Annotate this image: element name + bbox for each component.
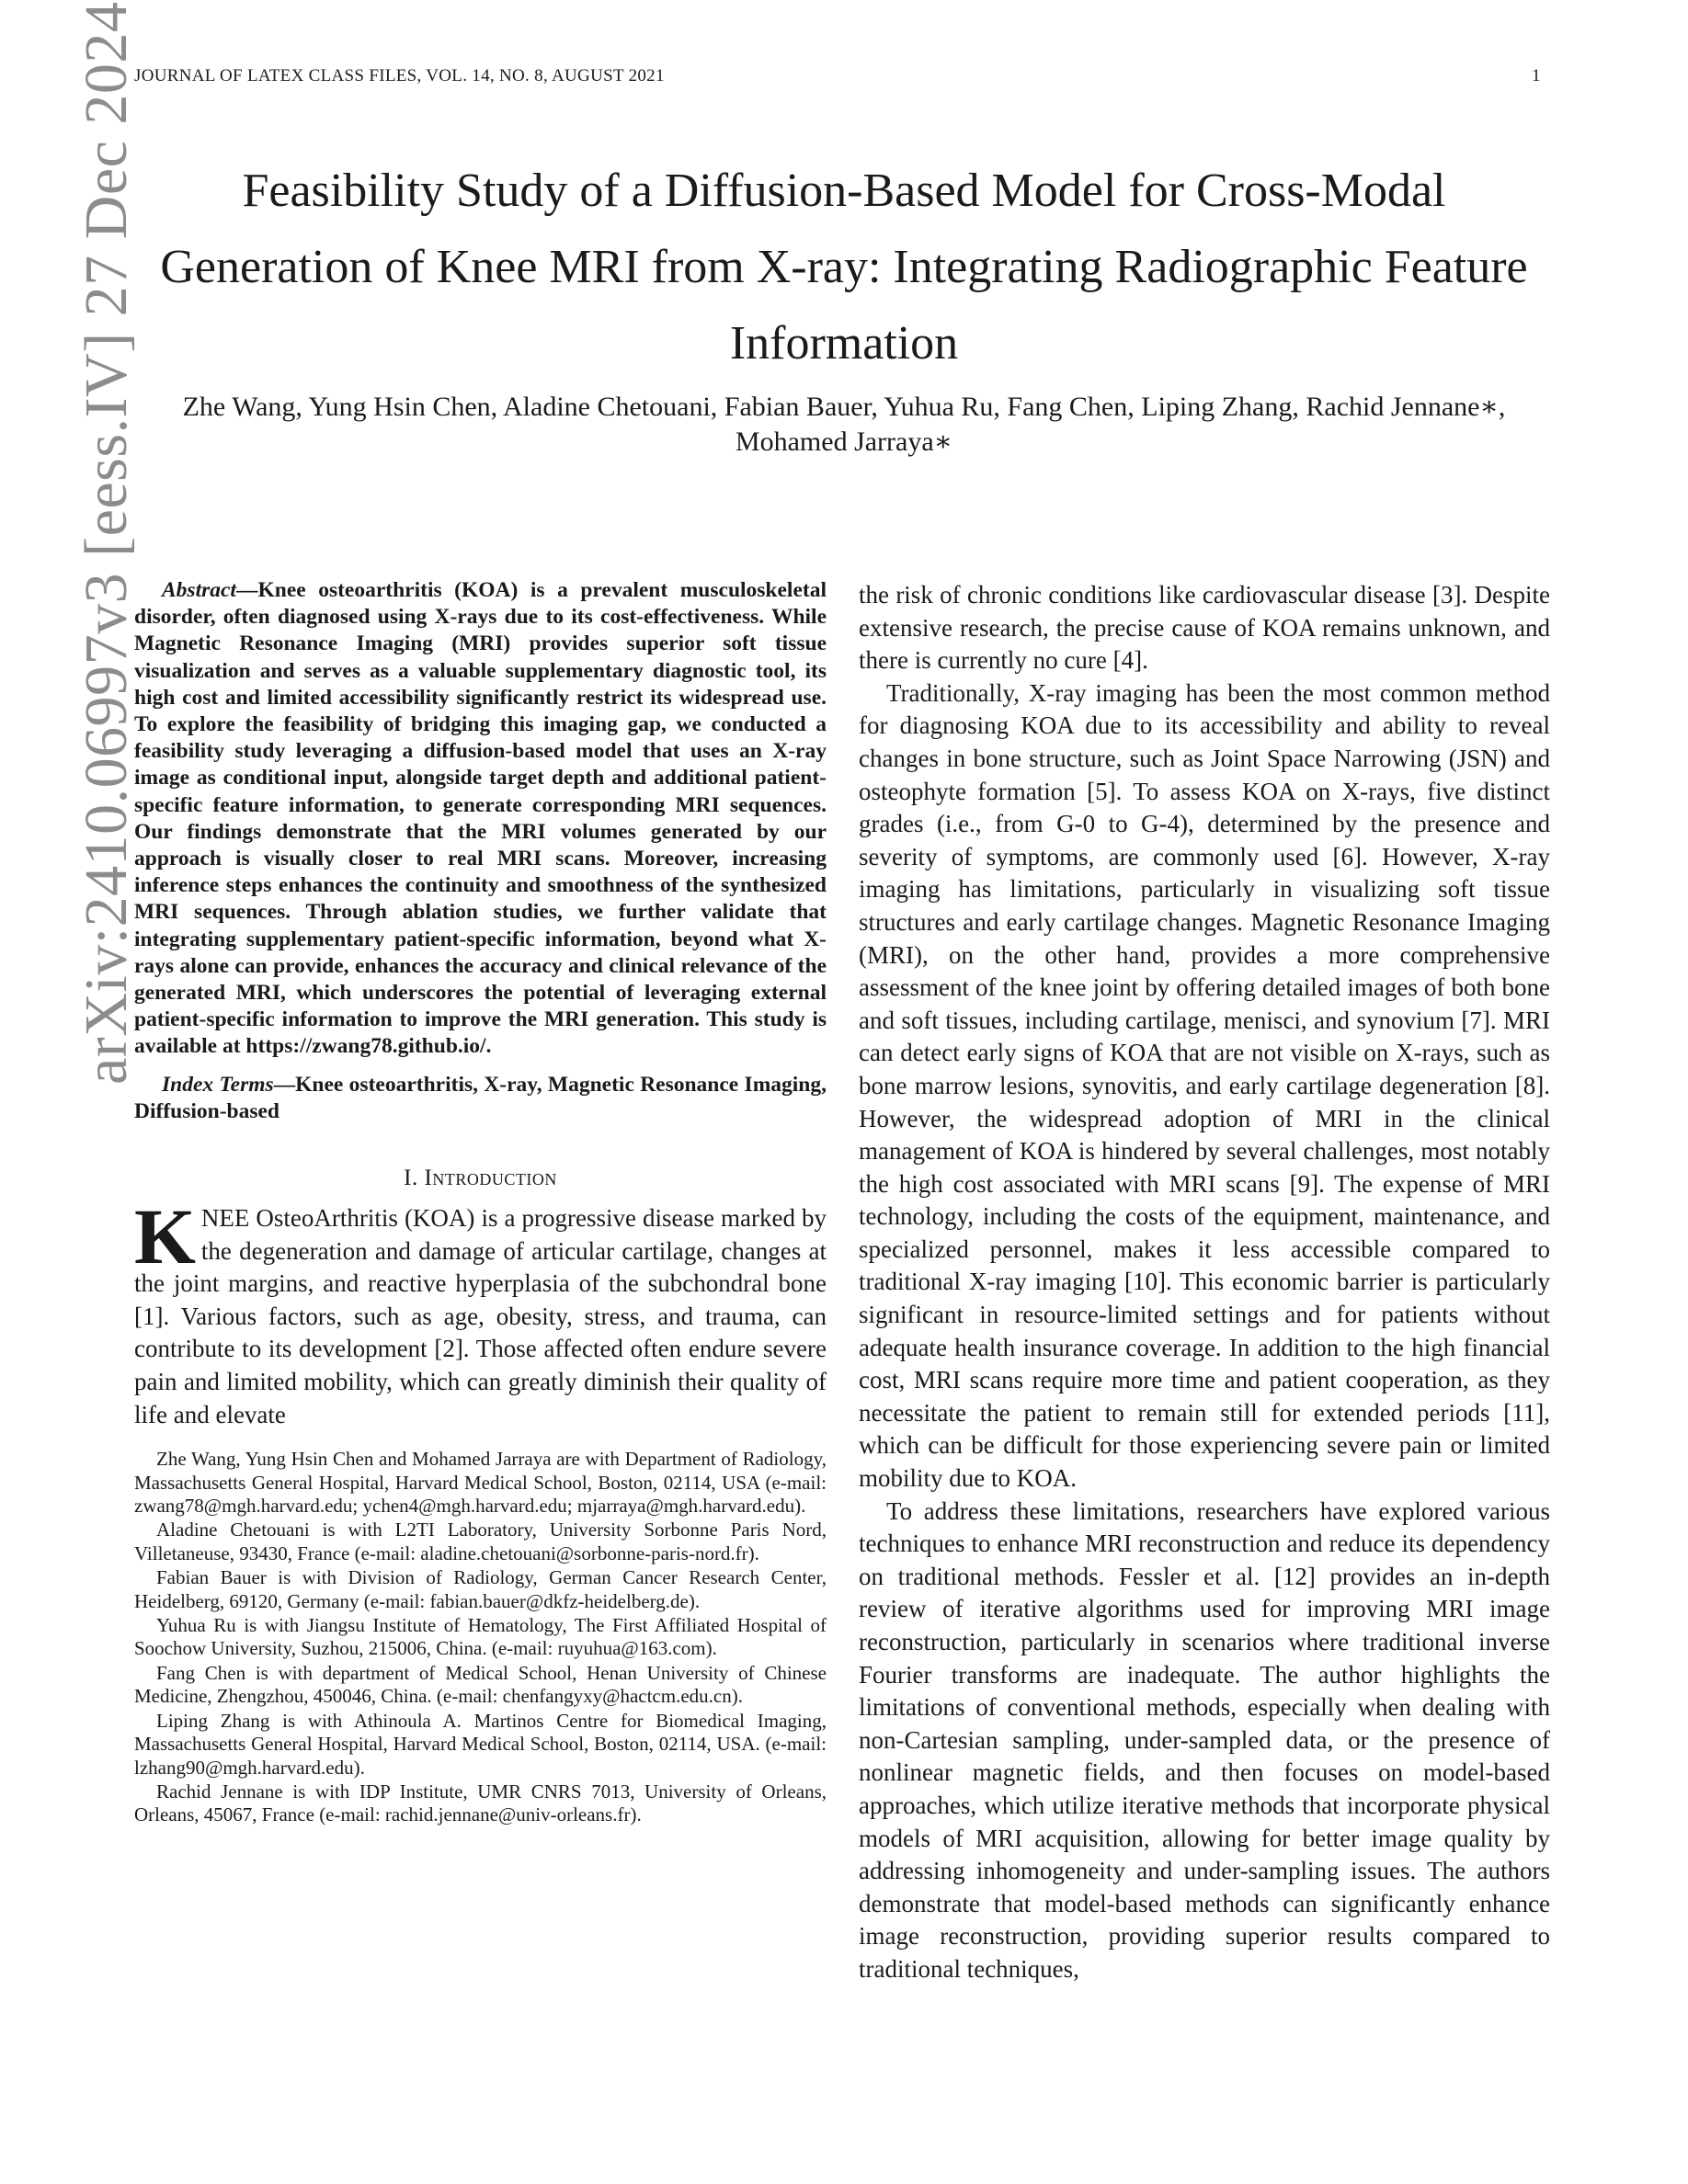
body-paragraph: Traditionally, X-ray imaging has been the most common method for diagnosing KOA due to its accessibility and ability to reveal changes in bone structure, such as Joint Space Narrowing (JSN) and osteophyte formation [5]. To assess KOA on X-rays, five distinct grades (i.e., from G-0 to G-4), determined by the presence and severity of symptoms, are commonly used [6]. However, X-ray imaging has limitations, particularly in visualizing soft tissue structures and early cartilage changes. Magnetic Resonance Imaging (MRI), on the other hand, provides a more comprehensive assessment of the knee joint by offering detailed images of both bone and soft tissues, including cartilage, menisci, and synovium [7]. MRI can detect early signs of KOA that are not visible on X-rays, such as bone marrow lesions, synovitis, and early cartilage degeneration [8]. However, the widespread adoption of MRI in the clinical management of KOA is hindered by several challenges, most notably the high cost associated with MRI scans [9]. The expense of MRI technology, including the costs of the equipment, maintenance, and specialized personnel, makes it less accessible compared to traditional X-ray imaging [10]. This economic barrier is particularly significant in resource-limited settings and for patients without adequate health insurance coverage. In addition to the high financial cost, MRI scans require more time and patient cooperation, as they necessitate the patient to remain still for extended periods [11], which can be difficult for those experiencing severe pain or limited mobility due to KOA. bbox=[859, 678, 1550, 1493]
abstract-text: —Knee osteoarthritis (KOA) is a prevalent musculoskeletal disorder, often diagnosed using X-rays due to its cost-effectiveness. While Magnetic Resonance Imaging (MRI) provides superior soft tissue visualization and serves as a valuable supplementary diagnostic tool, its high cost and limited accessibility significantly restrict its widespread use. To explore the feasibility of bridging this imaging gap, we conducted a feasibility study leveraging a diffusion-based model that uses an X-ray image as conditional input, alongside target depth and additional patient-specific feature information, to generate corresponding MRI sequences. Our findings demonstrate that the MRI volumes generated by our approach is visually closer to real MRI scans. Moreover, increasing inference steps enhances the continuity and smoothness of the synthesized MRI sequences. Through ablation studies, we further validate that integrating supplementary patient-specific information, beyond what X-rays alone can provide, enhances the accuracy and clinical relevance of the generated MRI, which underscores the potential of leveraging external patient-specific information to improve the MRI generation. This study is available at https://zwang78.github.io/. bbox=[134, 578, 827, 1059]
affiliation-footnotes bbox=[134, 1448, 827, 1827]
running-head: JOURNAL OF LATEX CLASS FILES, VOL. 14, NO. 8, AUGUST 2021 bbox=[134, 66, 665, 85]
footnote: Liping Zhang is with Athinoula A. Martinos Centre for Biomedical Imaging, Massachusetts General Hospital, Harvard Medical School, Boston, 02114, USA. (e-mail: lzhang90@mgh.harvard.edu). bbox=[134, 1709, 827, 1779]
page-number: 1 bbox=[1532, 66, 1541, 85]
author-list: Zhe Wang, Yung Hsin Chen, Aladine Chetouani, Fabian Bauer, Yuhua Ru, Fang Chen, Liping Zhang, Rachid Jennane∗, Mohamed Jarraya∗ bbox=[182, 392, 1506, 457]
body-paragraph: the risk of chronic conditions like cardiovascular disease [3]. Despite extensive research, the precise cause of KOA remains unknown, and there is currently no cure [4]. bbox=[859, 581, 1550, 675]
paper-title: Feasibility Study of a Diffusion-Based Model for Cross-Modal Generation of Knee MRI from X-ray: Integrating Radiographic Feature Information bbox=[160, 165, 1528, 370]
abstract bbox=[134, 577, 827, 1061]
index-terms bbox=[134, 1072, 827, 1125]
footnote: Zhe Wang, Yung Hsin Chen and Mohamed Jarraya are with Department of Radiology, Massachusetts General Hospital, Harvard Medical School, Boston, 02114, USA (e-mail: zwang78@mgh.harvard.edu; ychen4@mgh.harvard.edu; mjarraya@mgh.harvard.edu). bbox=[134, 1448, 827, 1518]
index-terms-label: Index Terms bbox=[162, 1072, 274, 1097]
footnote: Yuhua Ru is with Jiangsu Institute of Hematology, The First Affiliated Hospital of Soochow University, Suzhou, 215006, China. (e-mail: ruyuhua@163.com). bbox=[134, 1614, 827, 1660]
index-terms-text: —Knee osteoarthritis, X-ray, Magnetic Resonance Imaging, Diffusion-based bbox=[134, 1072, 827, 1123]
introduction-paragraph bbox=[134, 1192, 827, 1431]
footnote: Aladine Chetouani is with L2TI Laboratory, University Sorbonne Paris Nord, Villetaneuse, 93430, France (e-mail: aladine.chetouani@sorbonne-paris-nord.fr). bbox=[134, 1519, 827, 1564]
arxiv-identifier: arXiv:2410.06997v3 [eess.IV] 27 Dec 2024 bbox=[73, 1, 140, 1085]
footnote: Rachid Jennane is with IDP Institute, UMR CNRS 7013, University of Orleans, Orleans, 45067, France (e-mail: rachid.jennane@univ-orleans.fr). bbox=[134, 1780, 827, 1826]
left-column bbox=[134, 577, 827, 1828]
drop-cap: K bbox=[134, 1192, 196, 1281]
right-column bbox=[859, 579, 1550, 1986]
introduction-text: NEE OsteoArthritis (KOA) is a progressive disease marked by the degeneration and damage of articular cartilage, changes at the joint margins, and reactive hyperplasia of the subchondral bone [1]. Various factors, such as age, obesity, stress, and trauma, can contribute to its development [2]. Those affected often endure severe pain and limited mobility, which can greatly diminish their quality of life and elevate bbox=[134, 1204, 827, 1428]
footnote: Fang Chen is with department of Medical School, Henan University of Chinese Medicine, Zhengzhou, 450046, China. (e-mail: chenfangyxy@hactcm.edu.cn). bbox=[134, 1661, 827, 1708]
section-heading-introduction: I. Introduction bbox=[404, 1166, 557, 1191]
body-paragraph: To address these limitations, researchers have explored various techniques to enhance MRI reconstruction and reduce its dependency on traditional methods. Fessler et al. [12] provides an in-depth review of iterative algorithms used for improving MRI image reconstruction, particularly in scenarios where traditional inverse Fourier transforms are inadequate. The author highlights the limitations of conventional methods, especially when dealing with non-Cartesian sampling, under-sampled data, or the presence of nonlinear magnetic fields, and then focuses on model-based approaches, which utilize iterative methods that incorporate physical models of MRI acquisition, allowing for better image quality by addressing inhomogeneity and under-sampling issues. The authors demonstrate that model-based methods can significantly enhance image reconstruction, providing superior results compared to traditional techniques, bbox=[859, 1496, 1550, 1983]
abstract-label: Abstract bbox=[162, 578, 236, 602]
footnote: Fabian Bauer is with Division of Radiology, German Cancer Research Center, Heidelberg, 69120, Germany (e-mail: fabian.bauer@dkfz-heidelberg.de). bbox=[134, 1566, 827, 1612]
